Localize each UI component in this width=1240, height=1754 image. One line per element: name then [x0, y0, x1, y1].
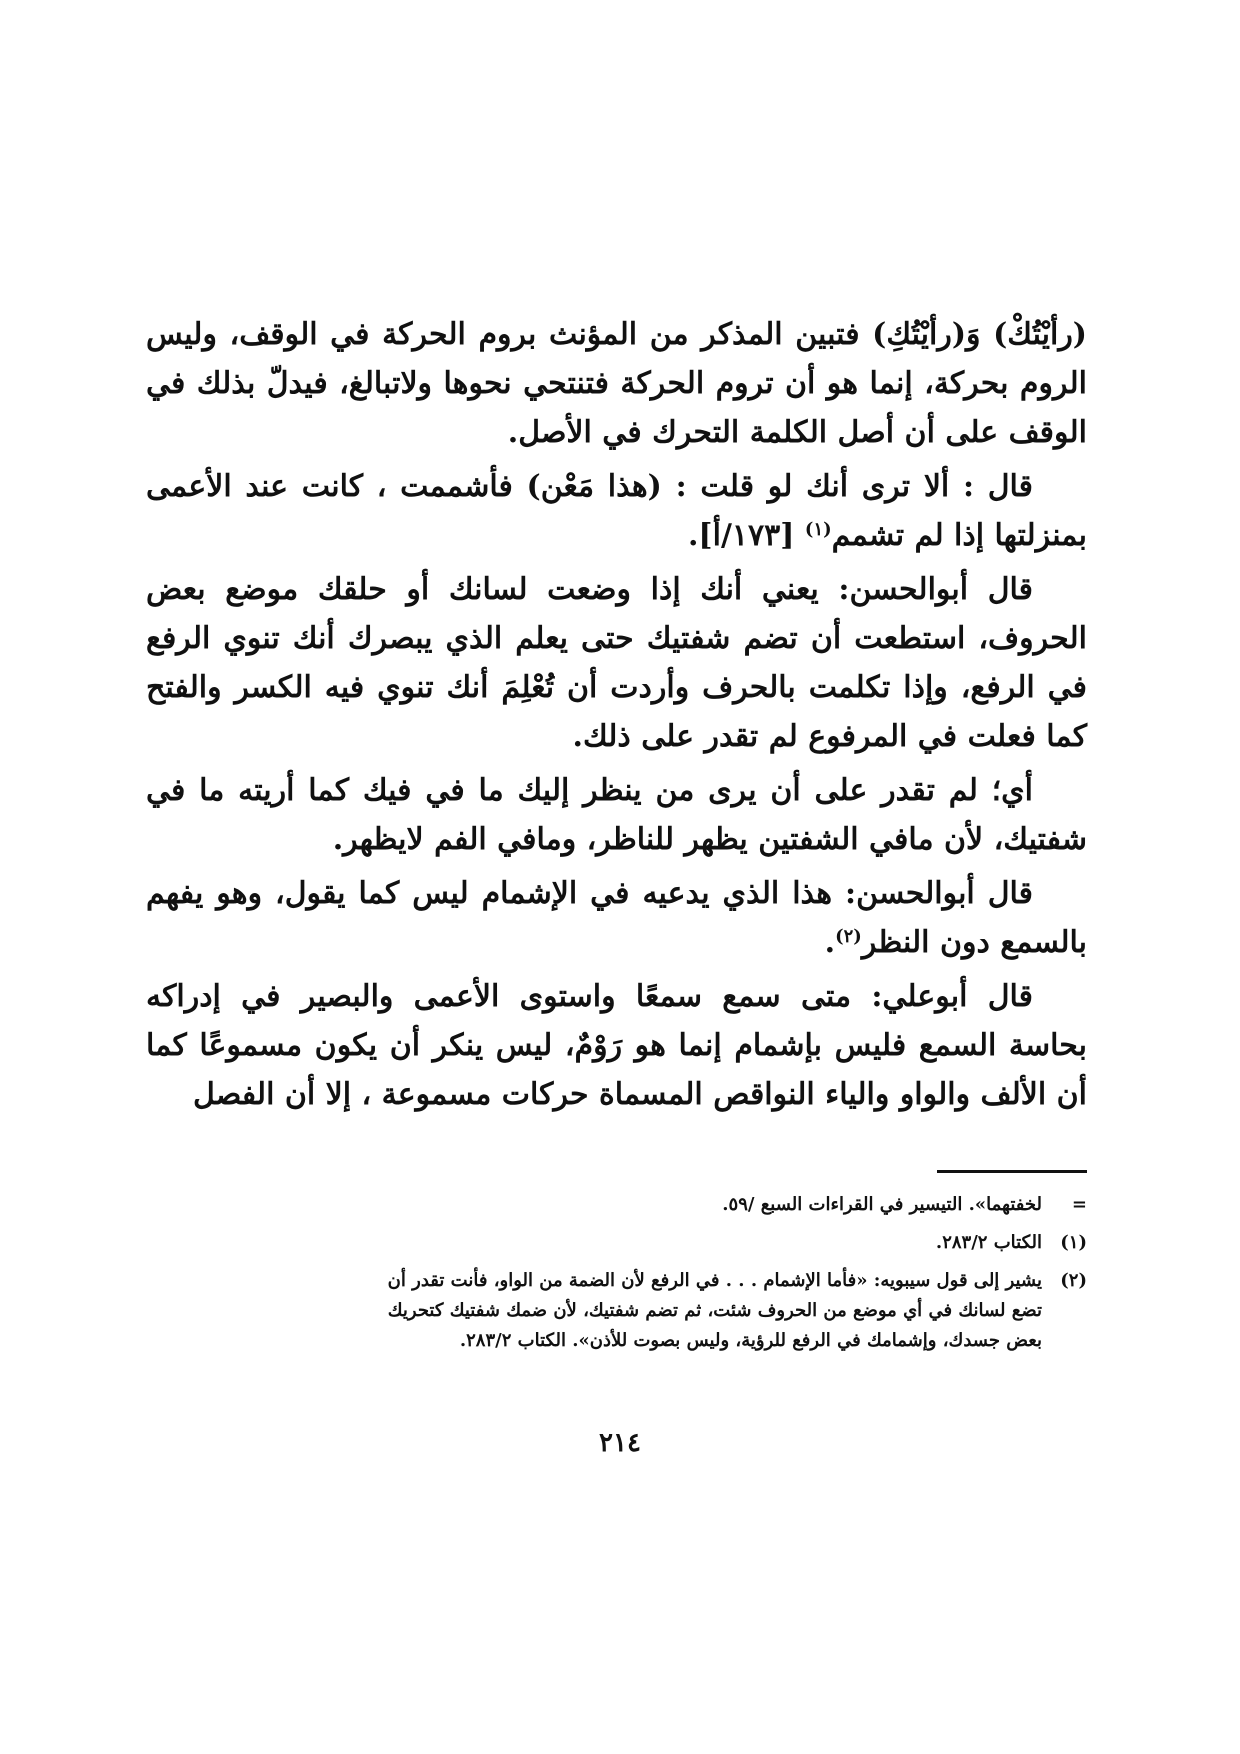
paragraph-2	[146, 462, 1087, 560]
paragraph-1-text: (رأيْتُكْ) وَ(رأيْتُكِ) فتبين المذكر من المؤنث بروم الحركة في الوقف، وليس الروم بحركة، إنما هو أن تروم الحركة فتنتحي نحوها ولاتبالغ، فيدلّ بذلك في الوقف على أن أصل الكلمة التحرك في الأصل.	[146, 317, 1087, 450]
footnote-line: بعض جسدك، وإشمامك في الرفع للرؤية، وليس بصوت للأذن». الكتاب ٢٨٣/٢.	[459, 1330, 1042, 1351]
paragraph-5	[146, 869, 1087, 967]
paragraph-4-text: أي؛ لم تقدر على أن يرى من ينظر إليك ما في فيك كما أريته ما في شفتيك، لأن مافي الشفتين يظهر للناظر، ومافي الفم لايظهر.	[146, 773, 1087, 857]
paragraph-4	[146, 766, 1087, 864]
footnote-ref-2: (٢)	[835, 926, 862, 947]
paragraph-3	[146, 565, 1087, 761]
footnote-mark: (١)	[1060, 1232, 1087, 1253]
footnotes	[146, 1190, 1087, 1364]
paragraph-1	[146, 310, 1087, 457]
paragraph-3-text: قال أبوالحسن: يعني أنك إذا وضعت لسانك أو حلقك موضع بعض الحروف، استطعت أن تضم شفتيك حتى يعلم الذي يبصرك أنك تنوي الرفع في الرفع، وإذا تكلمت بالحرف وأردت أن تُعْلِمَ أنك تنوي فيه الكسر والفتح كما فعلت في المرفوع لم تقدر على ذلك.	[146, 572, 1088, 754]
footnote-mark: (٢)	[1060, 1270, 1087, 1291]
paragraph-2-end: [١٧٣/أ].	[687, 518, 805, 553]
paragraph-2-lead: قال :	[962, 469, 1033, 504]
paragraph-6	[146, 972, 1087, 1119]
footnote-1	[146, 1228, 1087, 1258]
footnote-mark: =	[1071, 1194, 1087, 1215]
paragraph-6-text: قال أبوعلي: متى سمع سمعًا واستوى الأعمى والبصير في إدراكه بحاسة السمع فليس بإشمام إنما هو رَوْمٌ، ليس ينكر أن يكون مسموعًا كما أن الألف والواو والياء النواقص المسماة حركات مسموعة ، إلا أن الفصل	[146, 979, 1087, 1112]
footnote-line: تضع لسانك في أي موضع من الحروف شئت، ثم تضم شفتيك، لأن ضمك شفتيك كتحريك	[387, 1300, 1042, 1321]
footnote-ref-1: (١)	[804, 519, 832, 540]
footnote-text: الكتاب ٢٨٣/٢.	[935, 1232, 1042, 1253]
footnote-line: يشير إلى قول سيبويه: «فأما الإشمام . . . في الرفع لأن الضمة من الواو، فأنت تقدر أن	[387, 1270, 1042, 1291]
paragraph-5-text: قال أبوالحسن: هذا الذي يدعيه في الإشمام ليس كما يقول، وهو يفهم بالسمع دون النظر	[146, 876, 1087, 960]
page-number: ٢١٤	[599, 1428, 641, 1458]
paragraph-2-text: ألا ترى أنك لو قلت : (هذا مَعْن) فأشممت ، كانت عند الأعمى بمنزلتها إذا لم تشمم	[146, 469, 1087, 553]
footnote-divider	[937, 1170, 1087, 1173]
footnote-text	[146, 1266, 1042, 1356]
footnote-2	[146, 1266, 1087, 1356]
paragraph-5-end: .	[824, 925, 836, 960]
main-text-block	[146, 310, 1087, 1119]
footnote-continuation	[146, 1190, 1087, 1220]
footnote-text: لخفتهما». التيسير في القراءات السبع /٥٩.	[722, 1194, 1042, 1215]
